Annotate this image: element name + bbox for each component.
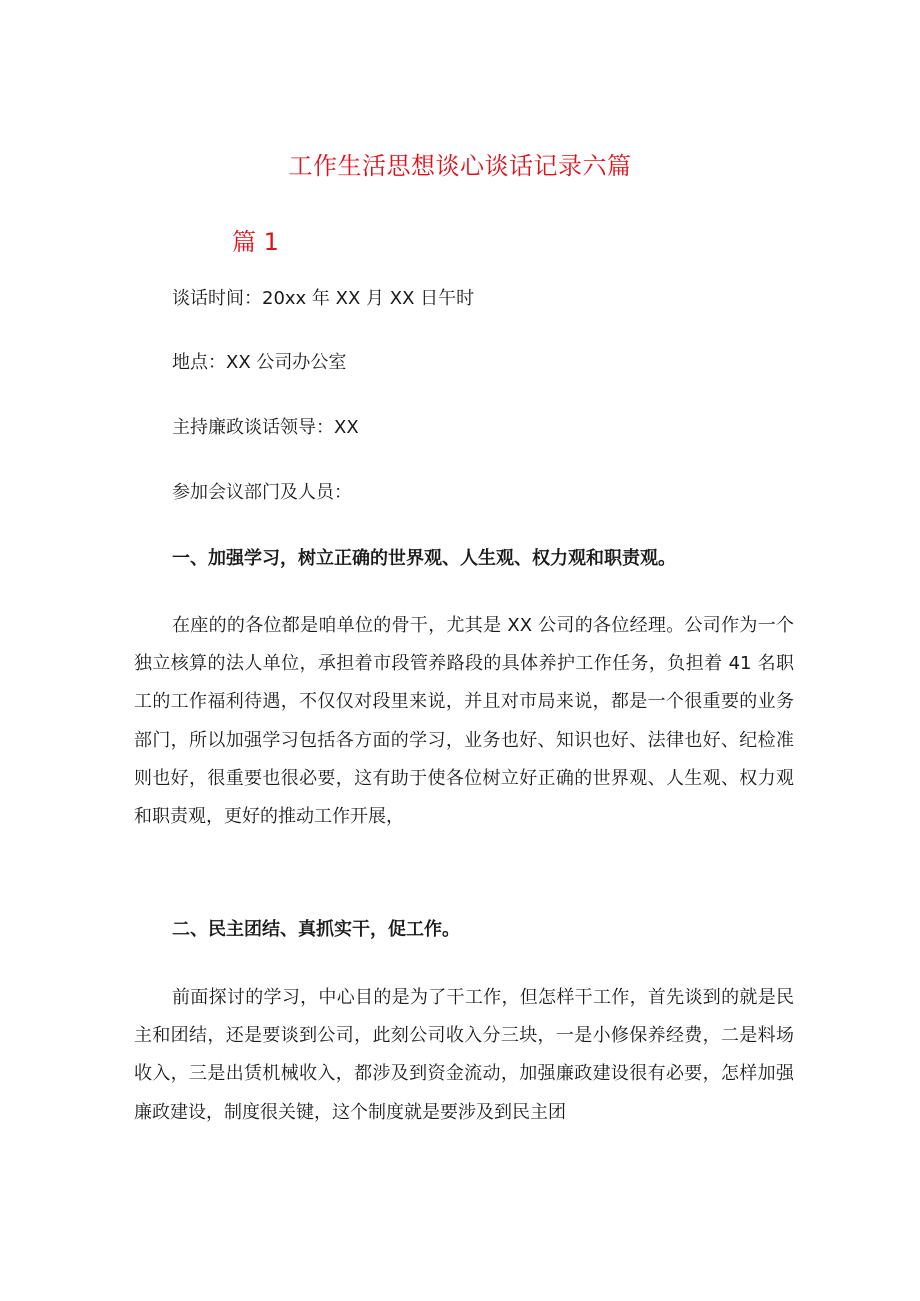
meeting-leader: 主持廉政谈话领导：XX xyxy=(172,417,359,438)
meeting-place: 地点：XX 公司办公室 xyxy=(172,352,347,373)
meeting-attendees: 参加会议部门及人员： xyxy=(172,482,352,503)
document-title: 工作生活思想谈心谈话记录六篇 xyxy=(288,152,632,180)
meeting-time: 谈话时间：20xx 年 XX 月 XX 日午时 xyxy=(172,288,475,309)
section-title: 篇 1 xyxy=(232,228,279,256)
section-paragraph-2: 前面探讨的学习，中心目的是为了干工作，但怎样干工作，首先谈到的就是民主和团结，还是要谈到公司，此刻公司收入分三块，一是小修保养经费，二是料场收入，三是出赁机械收入，都涉及到资金流动，加强廉政建设很有必要，怎样加强廉政建设，制度很关键，这个制度就是要涉及到民主团 xyxy=(134,987,794,1123)
section-heading-1: 一、加强学习，树立正确的世界观、人生观、权力观和职责观。 xyxy=(172,548,676,569)
section-heading-2: 二、民主团结、真抓实干，促工作。 xyxy=(172,919,460,940)
section-paragraph-1: 在座的的各位都是咱单位的骨干，尤其是 XX 公司的各位经理。公司作为一个独立核算的法人单位，承担着市段管养路段的具体养护工作任务，负担着 41 名职工的工作福利待遇，不仅仅对段里来说，并且对市局来说，都是一个很重要的业务部门，所以加强学习包括各方面的学习，业务也好、知识也好、法律也好、纪检准则也好，很重要也很必要，这有助于使各位树立好正确的世界观、人生观、权力观和职责观，更好的推动工作开展， xyxy=(134,615,794,828)
